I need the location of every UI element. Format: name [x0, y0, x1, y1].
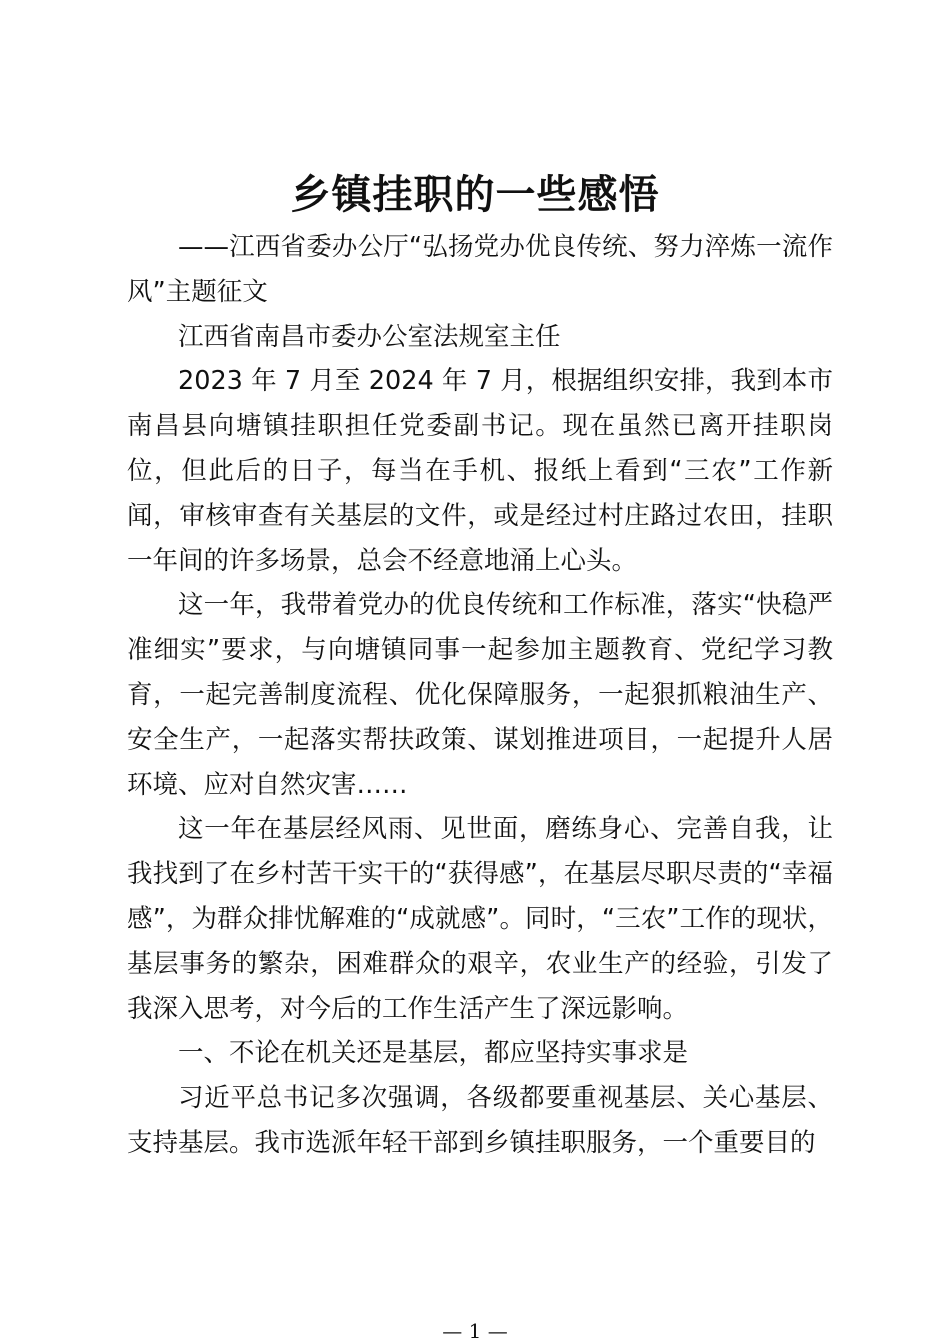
- document-title: 乡镇挂职的一些感悟: [290, 171, 660, 218]
- paragraph-1: 2023 年 7 月至 2024 年 7 月，根据组织安排，我到本市南昌县向塘镇挂职担任党委副书记。现在虽然已离开挂职岗位，但此后的日子，每当在手机、报纸上看到“三农”工作新闻，审核审查有关基层的文件，或是经过村庄路过农田，挂职一年间的许多场景，总会不经意地涌上心头。: [127, 366, 833, 576]
- paragraph-3: 这一年在基层经风雨、见世面，磨练身心、完善自我，让我找到了在乡村苦干实干的“获得感”，在基层尽职尽责的“幸福感”，为群众排忧解难的“成就感”。同时，“三农”工作的现状，基层事务的繁杂，困难群众的艰辛，农业生产的经验，引发了我深入思考，对今后的工作生活产生了深远影响。: [127, 814, 833, 1024]
- paragraph-2: 这一年，我带着党办的优良传统和工作标准，落实“快稳严准细实”要求，与向塘镇同事一起参加主题教育、党纪学习教育，一起完善制度流程、优化保障服务，一起狠抓粮油生产、安全生产，一起落实帮扶政策、谋划推进项目，一起提升人居环境、应对自然灾害……: [127, 590, 833, 800]
- page-number: — 1 —: [442, 1319, 508, 1343]
- author-line: 江西省南昌市委办公室法规室主任: [178, 321, 561, 352]
- section-paragraph: 习近平总书记多次强调，各级都要重视基层、关心基层、支持基层。我市选派年轻干部到乡镇挂职服务，一个重要目的: [127, 1083, 833, 1158]
- section-heading: 一、不论在机关还是基层，都应坚持实事求是: [178, 1038, 689, 1069]
- document-subtitle: ——江西省委办公厅“弘扬党办优良传统、努力淬炼一流作风”主题征文: [127, 232, 833, 307]
- document-body: [127, 225, 833, 1166]
